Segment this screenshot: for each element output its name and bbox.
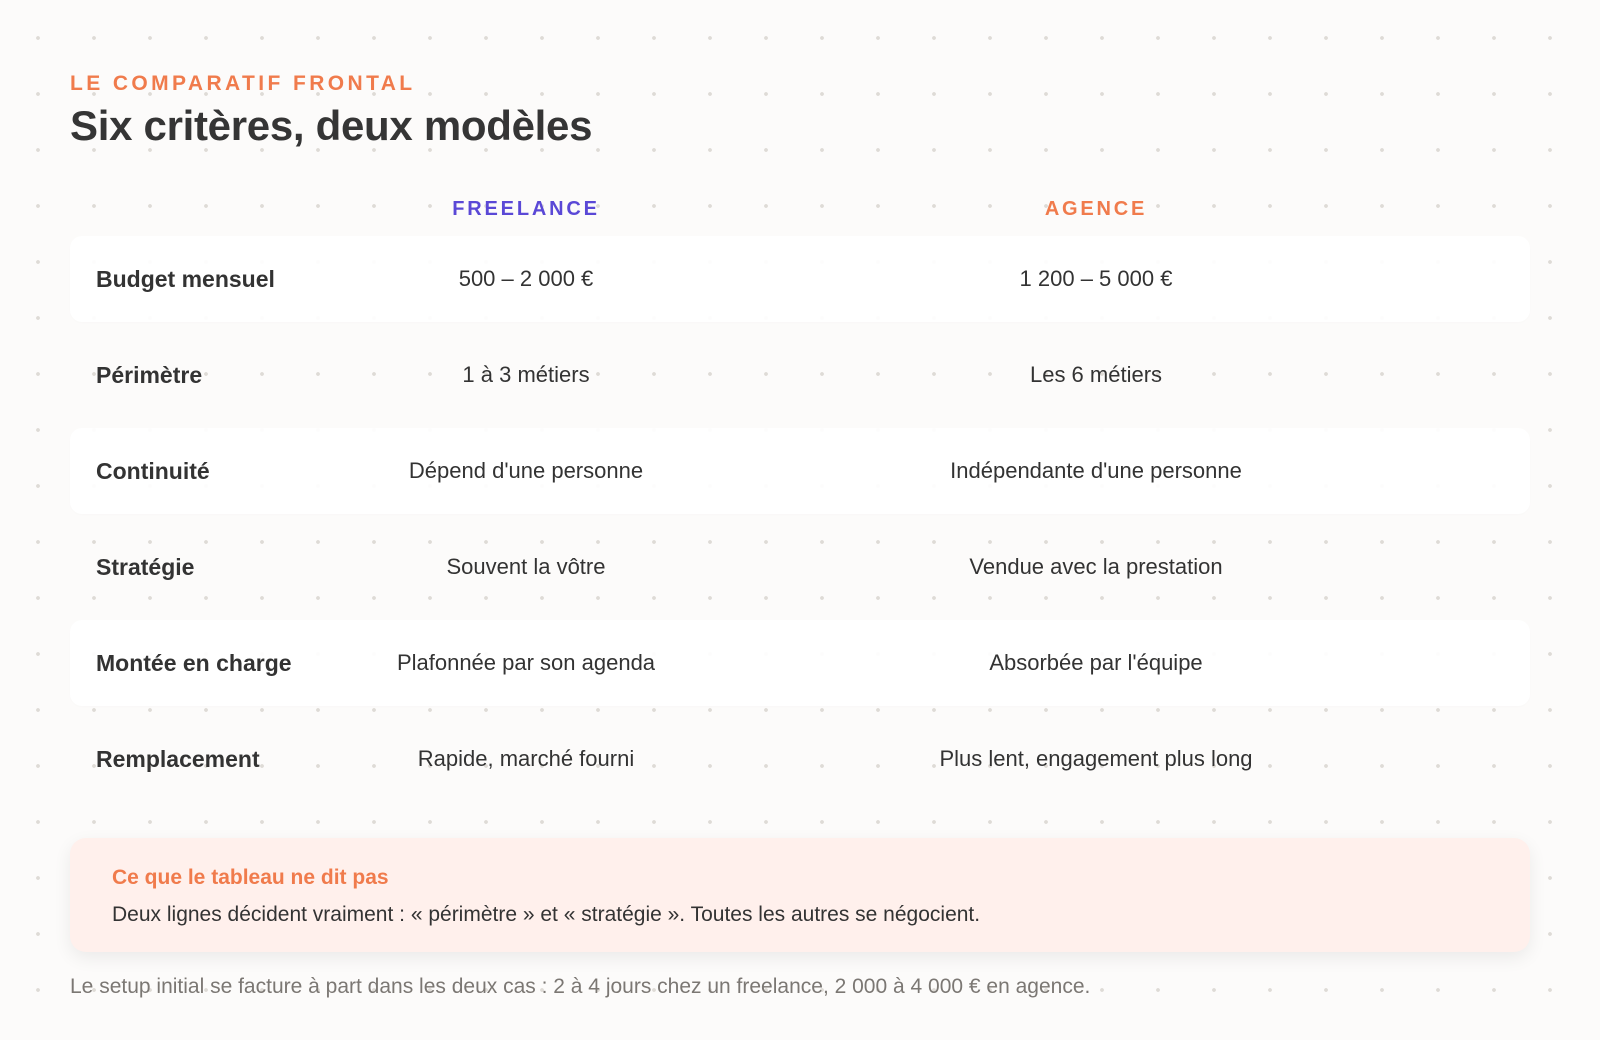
- freelance-value: Souvent la vôtre: [446, 554, 606, 579]
- table-row-remplacement: [70, 716, 1530, 802]
- table-row-budget: [70, 236, 1530, 322]
- comparison-table: [70, 236, 1530, 812]
- criterion-label: Périmètre: [96, 362, 203, 388]
- table-row-continuite: [70, 428, 1530, 514]
- freelance-value: Dépend d'une personne: [408, 458, 644, 483]
- freelance-value: 500 – 2 000 €: [458, 266, 594, 291]
- table-header: [70, 198, 1530, 228]
- table-row-montee-en-charge: [70, 620, 1530, 706]
- agence-value: 1 200 – 5 000 €: [1019, 266, 1173, 291]
- table-row-perimetre: [70, 332, 1530, 418]
- freelance-value: Rapide, marché fourni: [417, 746, 635, 771]
- criterion-label: Remplacement: [96, 746, 260, 772]
- criterion-label: Montée en charge: [96, 650, 292, 676]
- agence-value: Plus lent, engagement plus long: [939, 746, 1253, 771]
- column-header-freelance: FREELANCE: [452, 198, 600, 220]
- criterion-label: Stratégie: [96, 554, 195, 580]
- table-row-strategie: [70, 524, 1530, 610]
- column-header-agence: AGENCE: [1044, 198, 1148, 220]
- callout-title: Ce que le tableau ne dit pas: [112, 866, 389, 889]
- callout-box: [70, 838, 1530, 952]
- agence-value: Les 6 métiers: [1029, 362, 1163, 387]
- agence-value: Vendue avec la prestation: [969, 554, 1223, 579]
- page-title: Six critères, deux modèles: [70, 102, 593, 149]
- agence-value: Indépendante d'une personne: [950, 458, 1242, 483]
- freelance-value: 1 à 3 métiers: [462, 362, 590, 387]
- criterion-label: Continuité: [96, 458, 210, 484]
- footnote: Le setup initial se facture à part dans les deux cas : 2 à 4 jours chez un freelance, 2 000 à 4 000 € en agence.: [70, 975, 1091, 998]
- callout-body: Deux lignes décident vraiment : « périmètre » et « stratégie ». Toutes les autres se négocient.: [112, 903, 981, 926]
- agence-value: Absorbée par l'équipe: [989, 650, 1203, 675]
- freelance-value: Plafonnée par son agenda: [396, 650, 656, 675]
- criterion-label: Budget mensuel: [96, 266, 275, 292]
- section-eyebrow: LE COMPARATIF FRONTAL: [70, 72, 416, 95]
